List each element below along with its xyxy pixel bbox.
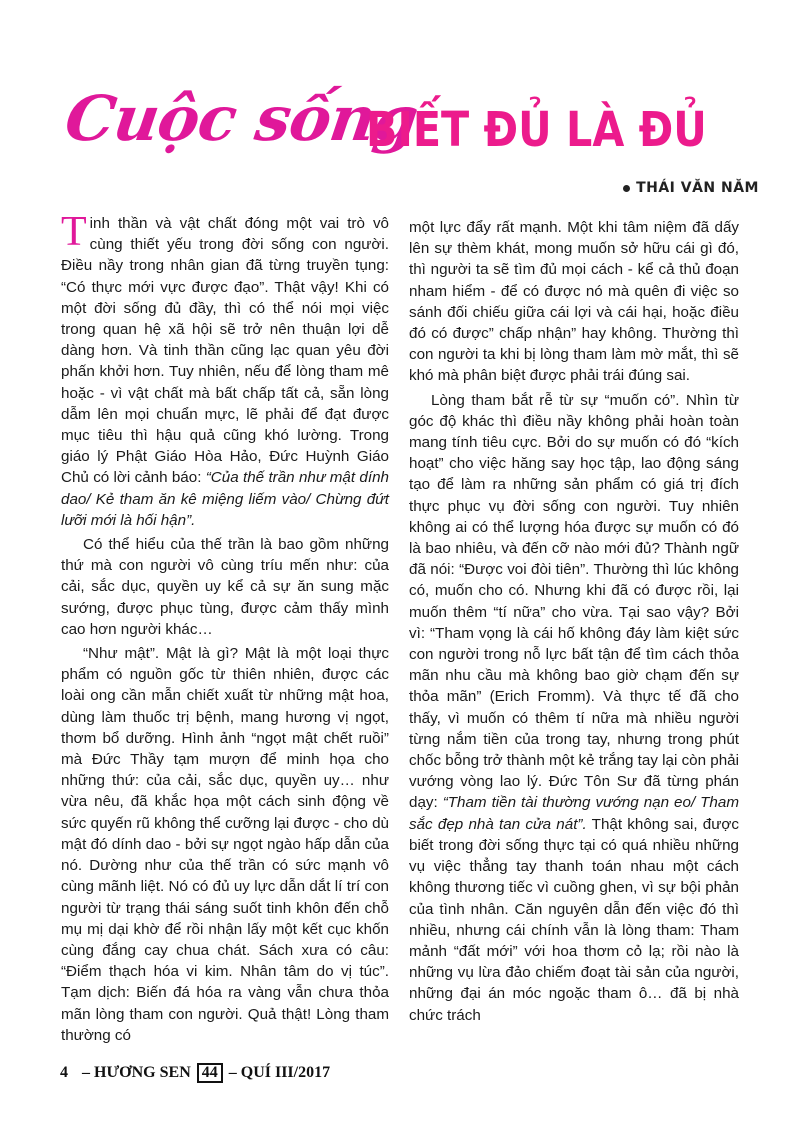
page-number: 4 [60,1064,68,1081]
paragraph-text: inh thần và vật chất đóng một vai trò vô cùng thiết yếu trong đời sống con người. Điều nầy trong nhân gian đã từng truyền tụng: “Có thực mới vực được đạo”. Thật vậy! Khi có một đời sống đủ đầy, thì có thể nói mọi việc trong quan hệ xã hội sẽ trở nên thuận lợi dễ dàng hơn. Và tinh thần cũng lạc quan yêu đời phấn khởi hơn. Tuy nhiên, nếu để lòng tham mê hoặc - vì vật chất mà bất chấp tất cả, sẵn lòng dẫm lên mọi chuẩn mực, lẽ phải để đạt được mục tiêu thì hậu quả cũng khó lường. Trong giáo lý Phật Giáo Hòa Hảo, Đức Huỳnh Giáo Chủ có lời cảnh báo: [61,215,389,487]
paragraph: “Như mật”. Mật là gì? Mật là một loại thực phẩm có nguồn gốc từ thiên nhiên, được các loài ong cần mẫn chiết xuất từ những mật hoa, dùng làm thuốc trị bệnh, mang hương vị ngọt, thơm bổ dưỡng. Hình ảnh “ngọt mật chết ruồi” mà Đức Thầy tạm mượn để minh họa cho những thứ: của cải, sắc dục, quyền uy… như vừa nêu, đã khắc họa một cách sinh động về sức quyến rũ không thể cưỡng lại được - cho dù mật đó dính dao - bởi sự ngọt ngào hấp dẫn của nó. Dường như của thế trần có sức mạnh vô cùng mãnh liệt. Nó có đủ uy lực dẫn dắt lí trí con người từ trạng thái sáng suốt tinh khôn đến chỗ mụ mị dại khờ để rồi nhận lấy một kết cục khốn cùng đắng cay chua chát. Sách xưa có câu: “Điểm thạch hóa vi kim. Nhân tâm do vị túc”. Tạm dịch: Biến đá hóa ra vàng vẫn chưa thỏa mãn lòng tham con người. Quả thật! Lòng tham thường có [61,645,389,1044]
author-byline [623,180,759,196]
right-column [409,217,739,1029]
paragraph: Có thể hiểu của thế trần là bao gồm những thứ mà con người vô cùng tríu mến như: của cải, sắc dục, quyền uy kể cả sự ăn sung mặc sướng, được phục tùng, được cảm thấy mình cao hơn người khác… [61,536,389,638]
drop-cap: T [61,209,87,255]
paragraph: một lực đẩy rất mạnh. Một khi tâm niệm đã dấy lên sự thèm khát, mong muốn sở hữu cái gì đó, thì người ta sẽ tìm đủ mọi cách - kể cả thủ đoạn nham hiểm - để có được nó mà quên đi việc so sánh đối chiếu giữa cái lợi và cái hại, hoặc điều đó có được” chấp nhận” hay không. Thường thì con người ta khi bị lòng tham làm mờ mắt, thì sẽ khó mà phân biệt được phải trái đúng sai. [409,219,739,385]
bullet-icon [623,185,630,192]
issue-period: – QUÍ III/2017 [228,1064,331,1081]
paragraph-text: Lòng tham bắt rễ từ sự “muốn có”. Nhìn từ góc độ khác thì điều nầy không phải hoàn toàn mang tính tiêu cực. Bởi do sự muốn có đó “kích hoạt” cho việc hăng say học tập, lao động sáng tạo để làm ra những sản phẩm có giá trị đích thực phục vụ đời sống con người. Tuy nhiên không ai có thể lượng hóa được sự muốn có đó là bao nhiêu, và đến cỡ nào mới đủ? Thành ngữ đã nói: “Được voi đòi tiên”. Thường thì lúc không có, muốn cho có. Nhưng khi đã có được rồi, lại muốn thêm “tí nữa” cho vừa. Tại sao vậy? Bởi vì: “Tham vọng là cái hố không đáy làm kiệt sức con người trong nỗ lực bất tận để tìm cách thỏa mãn nhu cầu mà không bao giờ chạm đến sự thỏa mãn” (Erich Fromm). Và thực tế đã cho thấy, vì muốn có thêm tí nữa mà nhiều người từng nắm tiền của trong tay, nhưng trong phút chốc bỗng trở thành một kẻ trắng tay lại còn phải vướng vòng lao lý. Đức Tôn Sư đã từng phán dạy: [409,391,739,812]
publication-name: – HƯƠNG SEN [82,1064,191,1081]
left-column [61,209,389,1049]
page-footer [60,1063,330,1083]
paragraph [61,209,389,531]
paragraph-text: Thật không sai, được biết trong đời sống thực tại có quá nhiều những vụ việc thẳng tay thanh toán nhau một cách không thương tiếc vì cuồng ghen, vì sự bội phản của tình nhân. Căn nguyên dẫn đến việc đó thì nhiều, nhưng cái chính vẫn là lòng tham: Tham mảnh “đất mới” với hoa thơm cỏ lạ; rồi nào là những vụ lừa đảo chiếm đoạt tài sản của người, những đại án móc ngoặc tham ô… đã bị nhà chức trách [409,815,739,1024]
quote-text: “Tham tiền tài thường vướng nạn eo/ Tham sắc đẹp nhà tan cửa nát”. [409,794,739,833]
paragraph [409,390,739,1026]
article-title [56,82,756,172]
issue-number: 44 [197,1063,223,1083]
title-caps: BIẾT ĐỦ LÀ ĐỦ [366,102,707,158]
author-name: THÁI VĂN NĂM [636,180,759,196]
quote-text: “Của thế trần như mật dính dao/ Kẻ tham ăn kê miệng liếm vào/ Chừng đứt lưỡi mới là hối hận”. [61,469,389,529]
title-script: Cuộc sống [60,82,422,155]
